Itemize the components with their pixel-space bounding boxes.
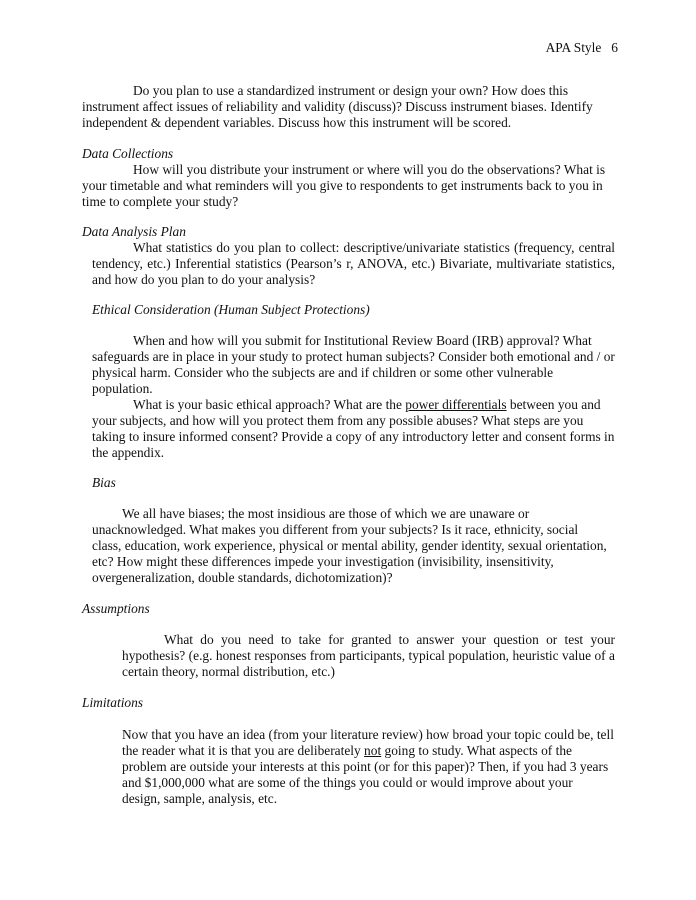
heading-limitations: Limitations bbox=[82, 695, 144, 710]
heading-assumptions: Assumptions bbox=[82, 601, 150, 616]
ethical-paragraph-2 bbox=[92, 397, 617, 461]
power-differentials-underlined: power differentials bbox=[405, 397, 507, 412]
heading-bias: Bias bbox=[92, 475, 116, 490]
running-head-title: APA Style bbox=[545, 40, 602, 55]
limitations-paragraph bbox=[122, 727, 614, 807]
limitations-text-a: Now that you have an idea (from your literature review) how broad your topic could be, tell the reader what it is that you are deliberately bbox=[122, 727, 614, 758]
heading-data-analysis-plan: Data Analysis Plan bbox=[82, 224, 186, 239]
data-analysis-paragraph: What statistics do you plan to collect: descriptive/univariate statistics (frequency, central tendency, etc.) Inferential statistics (Pearson’s r, ANOVA, etc.) Bivariate, multivariate statistics, and how do you plan to do your analysis? bbox=[92, 240, 615, 287]
not-underlined: not bbox=[364, 743, 382, 758]
heading-ethical-consideration: Ethical Consideration (Human Subject Protections) bbox=[92, 302, 370, 317]
running-head bbox=[546, 40, 618, 56]
heading-data-collections: Data Collections bbox=[82, 146, 174, 161]
ethical-p2-text-a: What is your basic ethical approach? What are the bbox=[133, 397, 406, 412]
intro-paragraph: Do you plan to use a standardized instrument or design your own? How does this instrument affect issues of reliability and validity (discuss)? Discuss instrument biases. Identify independent & dependent variables. Discuss how this instrument will be scored. bbox=[82, 83, 593, 130]
assumptions-paragraph: What do you need to take for granted to answer your question or test your hypothesis? (e.g. honest responses from participants, typical population, heuristic value of a certain theory, normal distribution, etc.) bbox=[122, 632, 615, 679]
bias-paragraph: We all have biases; the most insidious are those of which we are unaware or unacknowledged. What makes you different from your subjects? Is it race, ethnicity, social class, education, work experience, physical or mental ability, gender identity, sexual orientation, etc? How might these differences impede your investigation (invisibility, insensitivity, overgeneralization, double standards, dichotomization)? bbox=[92, 506, 607, 585]
ethical-p2-text-b: between you and your subjects, and how will you protect them from any possible abuses? What steps are you taking to insure informed consent? Provide a copy of any introductory letter and consent forms in the appendix. bbox=[92, 397, 615, 460]
ethical-paragraph-1: When and how will you submit for Institutional Review Board (IRB) approval? What safeguards are in place in your study to protect human subjects? Consider both emotional and / or physical harm. Consider who the subjects are and if children or some other vulnerable population. bbox=[92, 333, 615, 396]
data-collections-paragraph: How will you distribute your instrument or where will you do the observations? What is your timetable and what reminders will you give to respondents to get instruments back to you in time to complete your study? bbox=[82, 162, 606, 209]
page-number: 6 bbox=[611, 40, 618, 55]
limitations-text-b: going to study. What aspects of the problem are outside your interests at this point (or for this paper)? Then, if you had 3 years and $1,000,000 what are some of the things you could or would improve about your design, sample, analysis, etc. bbox=[122, 743, 609, 806]
